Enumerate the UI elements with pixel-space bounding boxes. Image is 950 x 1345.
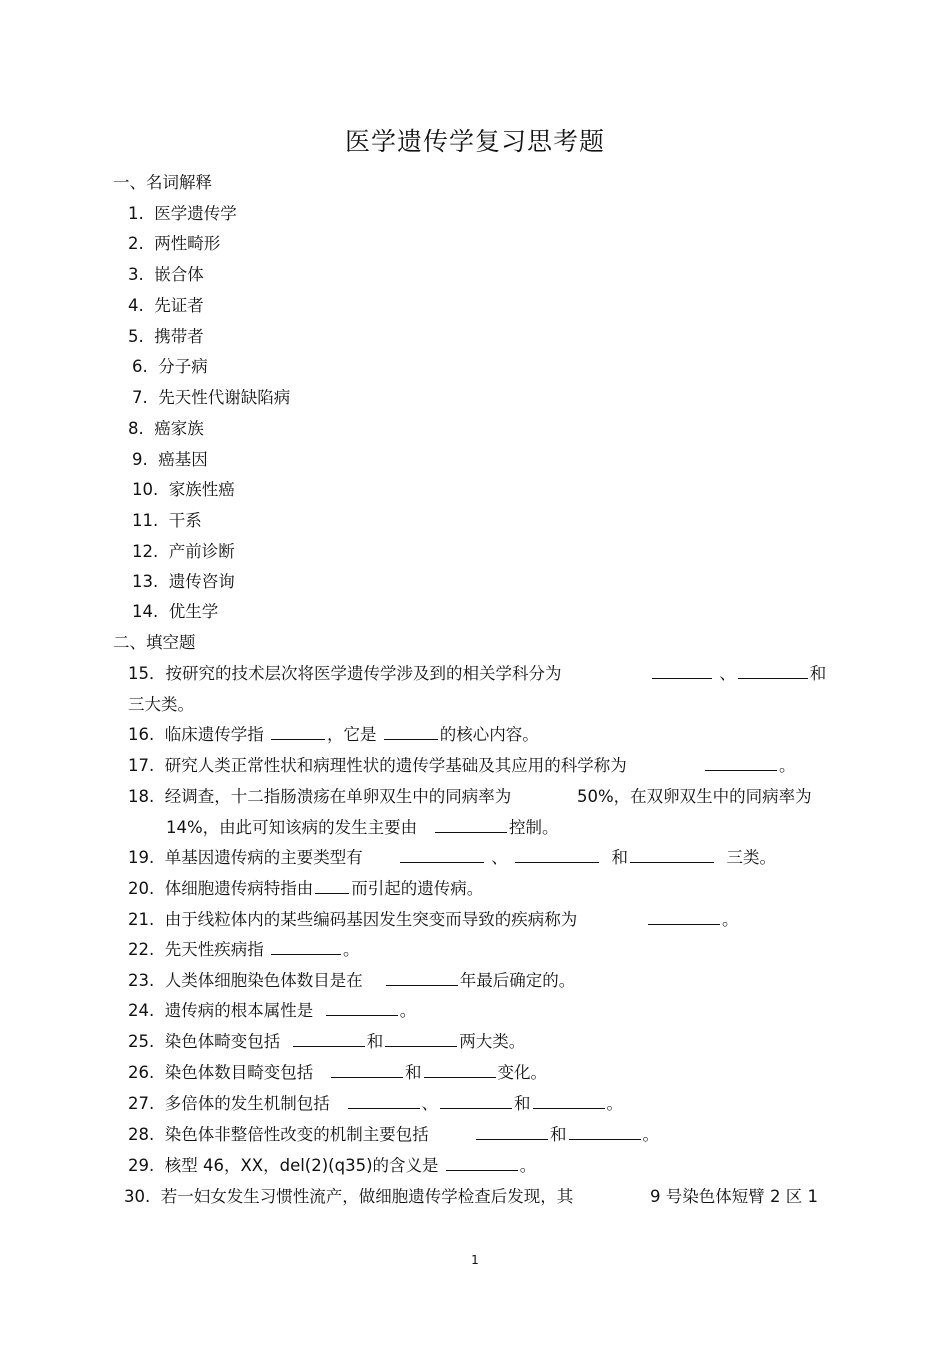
question-text: 核型 46，XX，del(2)(q35)的含义是 xyxy=(164,1156,439,1175)
question-text: 若一妇女发生习惯性流产，做细胞遗传学检查后发现，其 xyxy=(160,1187,574,1206)
item-number: 3. xyxy=(128,265,144,284)
separator-text: 、 xyxy=(491,848,508,867)
question-15-blanks xyxy=(650,663,826,685)
question-number: 24. xyxy=(128,1001,155,1020)
answer-blank[interactable] xyxy=(400,847,484,863)
question-16 xyxy=(128,724,539,746)
question-21 xyxy=(128,909,577,931)
answer-blank[interactable] xyxy=(386,970,458,986)
answer-blank[interactable] xyxy=(271,939,341,955)
question-number: 18. xyxy=(128,787,155,806)
question-15 xyxy=(128,663,562,685)
document-title: 医学遗传学复习思考题 xyxy=(344,127,605,156)
question-text: 经调查，十二指肠溃疡在单卵双生中的同病率为 xyxy=(164,787,512,806)
question-21-blank xyxy=(646,909,739,931)
question-text: 而引起的遗传病。 xyxy=(351,879,484,898)
item-text: 嵌合体 xyxy=(154,265,204,284)
item-number: 6. xyxy=(132,357,148,376)
question-text: 。 xyxy=(399,1001,417,1020)
item-text: 干系 xyxy=(168,511,202,530)
separator-text: 和 xyxy=(514,1094,531,1113)
list-item xyxy=(128,233,220,255)
answer-blank[interactable] xyxy=(348,1093,420,1109)
question-29 xyxy=(128,1155,536,1177)
question-20 xyxy=(128,878,483,900)
question-number: 15． xyxy=(128,664,166,683)
list-item xyxy=(132,449,208,471)
separator-text: 和 xyxy=(809,664,827,683)
item-number: 11. xyxy=(132,511,159,530)
question-number: 23. xyxy=(128,971,155,990)
question-17 xyxy=(128,755,627,777)
answer-blank[interactable] xyxy=(738,663,808,679)
question-number: 30. xyxy=(124,1187,151,1206)
question-28-blanks xyxy=(474,1124,659,1146)
question-text: 三类。 xyxy=(726,848,776,867)
separator-text: 和 xyxy=(611,848,628,867)
list-item xyxy=(128,264,204,286)
question-25 xyxy=(128,1031,525,1053)
question-text: 。 xyxy=(642,1125,659,1144)
question-15-continued: 三大类。 xyxy=(128,695,194,714)
item-text: 家族性癌 xyxy=(168,480,235,499)
question-number: 27. xyxy=(128,1094,155,1113)
question-text: 染色体畸变包括 xyxy=(164,1032,281,1051)
question-18 xyxy=(128,786,511,808)
answer-blank[interactable] xyxy=(293,1031,365,1047)
question-27 xyxy=(128,1093,623,1115)
item-number: 10. xyxy=(132,480,159,499)
question-text: ，它是 xyxy=(327,725,377,744)
question-text: 。 xyxy=(779,756,796,775)
separator-text: 、 xyxy=(421,1094,438,1113)
item-number: 14. xyxy=(132,602,159,621)
answer-blank[interactable] xyxy=(648,909,720,925)
list-item xyxy=(128,326,204,348)
answer-blank[interactable] xyxy=(385,1031,457,1047)
separator-text: 和 xyxy=(366,1032,384,1051)
list-item xyxy=(128,418,204,440)
list-item xyxy=(132,387,290,409)
question-text: 染色体非整倍性改变的机制主要包括 xyxy=(164,1125,429,1144)
list-item xyxy=(132,571,235,593)
item-text: 先天性代谢缺陷病 xyxy=(158,388,291,407)
page-number: 1 xyxy=(471,1253,479,1267)
item-text: 产前诊断 xyxy=(168,542,235,561)
answer-blank[interactable] xyxy=(331,1062,403,1078)
question-text: 临床遗传学指 xyxy=(164,725,264,744)
question-26 xyxy=(128,1062,547,1084)
question-30-part: 9 号染色体短臂 2 区 1 xyxy=(650,1187,818,1206)
question-number: 21. xyxy=(128,910,155,929)
answer-blank[interactable] xyxy=(326,1000,398,1016)
answer-blank[interactable] xyxy=(384,724,438,740)
question-text: 多倍体的发生机制包括 xyxy=(164,1094,330,1113)
answer-blank[interactable] xyxy=(446,1155,518,1171)
answer-blank[interactable] xyxy=(533,1093,605,1109)
question-number: 17. xyxy=(128,756,155,775)
separator-text: 和 xyxy=(405,1063,422,1082)
question-text: 染色体数目畸变包括 xyxy=(164,1063,314,1082)
question-text: 研究人类正常性状和病理性状的遗传学基础及其应用的科学称为 xyxy=(164,756,627,775)
list-item xyxy=(132,510,202,532)
question-text: 。 xyxy=(606,1094,623,1113)
question-text: 年最后确定的。 xyxy=(459,971,576,990)
item-number: 4. xyxy=(128,296,144,315)
question-text: 由于线粒体内的某些编码基因发生突变而导致的疾病称为 xyxy=(164,910,578,929)
list-item xyxy=(132,356,208,378)
item-number: 2. xyxy=(128,234,144,253)
separator-text: 、 xyxy=(719,664,736,683)
question-19-blanks xyxy=(398,847,776,869)
item-text: 遗传咨询 xyxy=(168,572,235,591)
question-30 xyxy=(124,1186,573,1208)
item-number: 13. xyxy=(132,572,159,591)
section-heading-fill-in: 二、填空题 xyxy=(113,633,196,652)
answer-blank[interactable] xyxy=(476,1124,548,1140)
question-number: 22. xyxy=(128,940,155,959)
question-number: 25. xyxy=(128,1032,155,1051)
question-text: 单基因遗传病的主要类型有 xyxy=(164,848,363,867)
item-number: 7. xyxy=(132,388,148,407)
answer-blank[interactable] xyxy=(515,847,599,863)
answer-blank[interactable] xyxy=(705,755,777,771)
question-text: 。 xyxy=(722,910,739,929)
item-text: 两性畸形 xyxy=(154,234,221,253)
item-text: 癌基因 xyxy=(158,450,208,469)
list-item xyxy=(128,295,204,317)
item-text: 分子病 xyxy=(158,357,208,376)
answer-blank[interactable] xyxy=(652,663,712,679)
question-text: 控制。 xyxy=(508,818,559,837)
item-text: 癌家族 xyxy=(154,419,204,438)
question-text: 遗传病的根本属性是 xyxy=(164,1001,314,1020)
question-22 xyxy=(128,939,360,961)
question-18-part: 50%，在双卵双生中的同病率为 xyxy=(577,787,812,806)
answer-blank[interactable] xyxy=(271,724,325,740)
item-text: 先证者 xyxy=(154,296,204,315)
question-text: 变化。 xyxy=(497,1063,547,1082)
question-23 xyxy=(128,970,575,992)
question-text: 两大类。 xyxy=(459,1032,526,1051)
answer-blank[interactable] xyxy=(569,1124,641,1140)
question-number: 16. xyxy=(128,725,155,744)
question-28 xyxy=(128,1124,429,1146)
item-text: 医学遗传学 xyxy=(154,204,237,223)
item-number: 12. xyxy=(132,542,159,561)
answer-blank[interactable] xyxy=(315,878,349,894)
item-number: 1. xyxy=(128,204,144,223)
list-item xyxy=(132,541,235,563)
item-number: 5. xyxy=(128,327,144,346)
question-text: 。 xyxy=(519,1156,537,1175)
question-text: 。 xyxy=(343,940,360,959)
question-24 xyxy=(128,1000,416,1022)
answer-blank[interactable] xyxy=(440,1093,512,1109)
question-17-blank xyxy=(703,755,796,777)
list-item xyxy=(132,479,235,501)
question-text: 14%，由此可知该病的发生主要由 xyxy=(166,818,418,837)
question-number: 26. xyxy=(128,1063,155,1082)
question-text: 按研究的技术层次将医学遗传学涉及到的相关学科分为 xyxy=(165,664,562,683)
item-text: 携带者 xyxy=(154,327,204,346)
question-text: 人类体细胞染色体数目是在 xyxy=(164,971,363,990)
item-number: 8. xyxy=(128,419,144,438)
question-number: 28. xyxy=(128,1125,155,1144)
item-number: 9. xyxy=(132,450,148,469)
separator-text: 和 xyxy=(550,1125,567,1144)
question-number: 19. xyxy=(128,848,155,867)
question-text: 体细胞遗传病特指由 xyxy=(164,879,314,898)
question-19 xyxy=(128,847,363,869)
answer-blank[interactable] xyxy=(435,817,507,833)
question-text: 先天性疾病指 xyxy=(164,940,264,959)
answer-blank[interactable] xyxy=(630,847,714,863)
section-heading-definitions: 一、名词解释 xyxy=(113,173,212,192)
answer-blank[interactable] xyxy=(424,1062,496,1078)
question-number: 29. xyxy=(128,1156,155,1175)
item-text: 优生学 xyxy=(168,602,219,621)
question-number: 20. xyxy=(128,879,155,898)
list-item xyxy=(128,203,237,225)
list-item xyxy=(132,601,218,623)
question-text: 的核心内容。 xyxy=(439,725,539,744)
question-18-continued xyxy=(166,817,558,839)
